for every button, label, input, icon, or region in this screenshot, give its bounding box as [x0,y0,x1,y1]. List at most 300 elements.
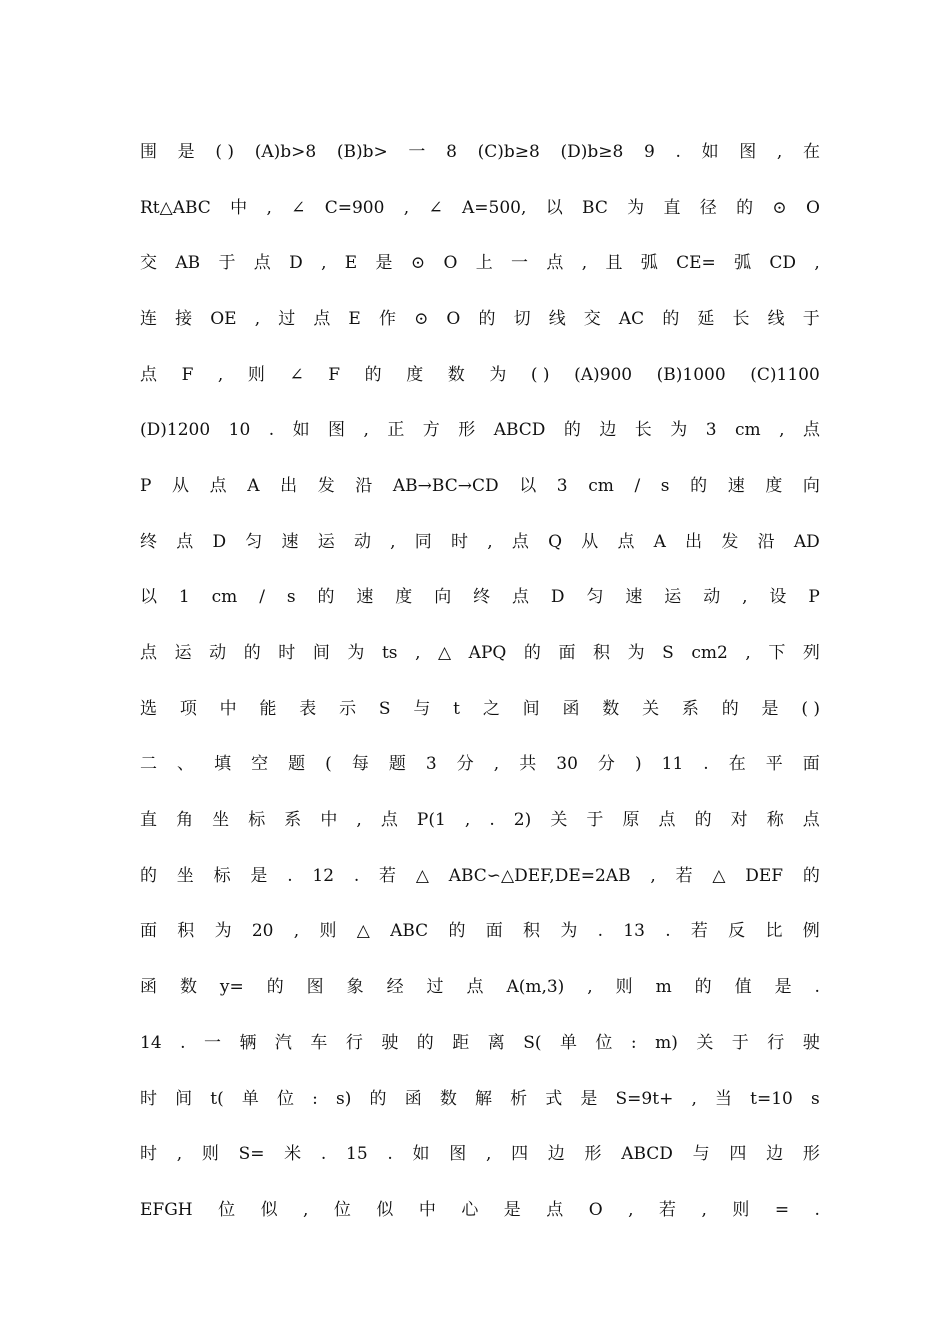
text-segment: 时 [140,1144,157,1165]
text-segment: . [597,921,603,942]
text-segment: 上 [475,253,493,274]
text-segment: 点 [546,253,564,274]
text-segment: P [140,475,152,496]
text-segment: 车 [310,1032,328,1053]
text-segment: 为 [489,364,507,385]
text-segment: 积 [523,921,541,942]
text-segment: , [321,253,327,274]
text-segment: 发 [317,475,335,496]
text-segment: 点 [466,977,484,998]
text-segment: 若 [659,1199,676,1220]
text-segment: (B)1000 [656,364,726,385]
text-segment: 从 [172,475,190,496]
text-segment: , [464,810,471,831]
text-line [140,1126,820,1182]
text-segment: 图 [306,977,324,998]
text-segment: 动 [209,643,227,664]
text-segment: . [703,754,709,775]
text-segment: = [774,1199,790,1220]
text-segment: / [634,475,641,496]
text-segment: 若 [379,865,397,886]
text-segment: ∠ [291,197,306,218]
text-segment: 间 [175,1088,193,1109]
text-segment: △ [356,921,370,942]
text-segment: 反 [728,921,746,942]
text-segment: : [630,1032,637,1053]
text-segment: 为 [670,420,688,441]
text-segment: 运 [174,643,192,664]
text-segment: 是 [774,977,792,998]
text-segment: 象 [346,977,364,998]
text-segment: 运 [664,587,682,608]
text-segment: ABC∽△DEF,DE=2AB [448,865,631,886]
text-segment: 方 [422,420,440,441]
text-segment: 位 [277,1088,295,1109]
text-segment: ∠ [428,197,443,218]
text-segment: , [776,141,783,162]
text-segment: 函 [562,698,580,719]
text-segment: m) [655,1032,678,1053]
document-text-block [140,124,820,1238]
text-segment: D [550,587,565,608]
text-segment: (B)b> [336,141,388,162]
text-segment: 的 [364,364,382,385]
text-segment: S=9t+ [615,1088,674,1109]
text-segment: 形 [458,420,476,441]
text-segment: 辆 [239,1032,257,1053]
text-segment: 与 [692,1144,710,1165]
text-segment: 弧 [734,253,752,274]
text-segment: D [212,531,227,552]
text-segment: 于 [218,253,236,274]
text-segment: C=900 [324,197,385,218]
text-segment: 点 [546,1199,564,1220]
text-segment: 汽 [274,1032,292,1053]
text-segment: 连 [140,308,157,329]
text-segment: CE= [676,253,716,274]
text-segment: 的 [721,698,739,719]
text-segment: 解 [474,1088,492,1109]
text-segment: 点 [511,531,529,552]
text-segment: 的 [448,921,466,942]
text-segment: , [390,531,396,552]
text-segment: 的 [802,865,820,886]
text-segment: 关 [550,810,568,831]
text-segment: P(1 [416,810,446,831]
text-segment: 关 [696,1032,714,1053]
text-segment: F [181,364,194,385]
text-segment: 径 [699,197,717,218]
text-segment: 以 [140,587,157,608]
text-line [140,737,820,793]
text-segment: 与 [413,698,431,719]
text-segment: 则 [201,1144,219,1165]
text-segment: ABCD [621,1144,673,1165]
text-segment: s [660,475,670,496]
text-segment: (A)b>8 [254,141,317,162]
text-segment: . [665,921,671,942]
text-segment: 正 [387,420,405,441]
text-segment: 米 [284,1144,302,1165]
text-segment: 速 [356,587,374,608]
text-segment: , [581,253,588,274]
text-segment: BC [582,197,608,218]
text-segment: cm2 [691,643,728,664]
text-segment: 原 [622,810,640,831]
text-segment: 交 [583,308,601,329]
text-segment: 析 [510,1088,528,1109]
text-segment: 为 [347,643,365,664]
text-segment: 出 [280,475,298,496]
text-line [140,1182,820,1238]
text-segment: 点 [617,531,635,552]
text-segment: 面 [558,643,576,664]
text-segment: 长 [732,308,750,329]
text-segment: CD [769,253,797,274]
text-segment: 度 [765,475,783,496]
text-line [140,570,820,626]
text-segment: y= [219,977,244,998]
text-segment: , [303,1199,309,1220]
text-segment: O [588,1199,603,1220]
text-segment: t=10 [750,1088,793,1109]
text-segment: 位 [595,1032,613,1053]
text-segment: 则 [319,921,337,942]
text-segment: , [587,977,593,998]
text-segment: , [779,420,785,441]
text-segment: 是 [250,865,268,886]
text-segment: , [176,1144,183,1165]
text-segment: EFGH [140,1199,193,1220]
text-segment: 沿 [355,475,373,496]
text-line [140,124,820,180]
text-segment: 例 [802,921,820,942]
text-segment: 似 [260,1199,278,1220]
text-segment: 向 [802,475,820,496]
text-segment: 度 [395,587,413,608]
text-segment: 匀 [245,531,263,552]
text-line [140,1015,820,1071]
text-segment: 点 [176,531,194,552]
text-segment: 分 [597,754,615,775]
text-segment: AD [793,531,820,552]
text-segment: 是 [503,1199,521,1220]
text-segment: OE [210,308,237,329]
text-segment: 围 [140,141,157,162]
text-segment: . [320,1144,327,1165]
text-segment: 行 [767,1032,785,1053]
text-segment: / [259,587,265,608]
text-segment: 标 [213,865,231,886]
text-segment: 设 [769,587,787,608]
text-segment: Q [548,531,563,552]
text-segment: (C)1100 [750,364,820,385]
text-segment: 于 [731,1032,749,1053]
text-segment: 之 [482,698,500,719]
text-segment: , [745,643,751,664]
text-segment: 间 [522,698,540,719]
text-segment: △ [438,643,452,664]
text-segment: 动 [703,587,721,608]
text-segment: 发 [721,531,739,552]
text-segment: 位 [218,1199,236,1220]
text-segment: 一 [511,253,529,274]
text-segment: AB [175,253,201,274]
text-segment: 平 [765,754,783,775]
text-segment: 速 [281,531,299,552]
text-segment: Rt△ABC [140,197,211,218]
text-segment: 速 [727,475,745,496]
text-segment: 延 [697,308,715,329]
text-segment: A(m,3) [506,977,565,998]
text-segment: A [653,531,666,552]
text-segment: 接 [175,308,193,329]
text-segment: 关 [642,698,660,719]
text-segment: 10 [228,420,251,441]
text-segment: 的 [694,810,712,831]
text-segment: 8 [446,141,457,162]
text-segment: 的 [478,308,496,329]
text-segment: 则 [732,1199,750,1220]
text-segment: 的 [736,197,754,218]
text-segment: 时 [140,1088,157,1109]
text-segment: 切 [513,308,531,329]
text-segment: . [387,1144,393,1165]
text-segment: ( ) [530,364,550,385]
text-segment: 四 [729,1144,747,1165]
text-segment: , [742,587,748,608]
text-segment: 形 [584,1144,602,1165]
text-segment: ⊙ [414,308,429,329]
text-segment: 3 [425,754,437,775]
text-segment: 表 [299,698,317,719]
text-segment: 称 [766,810,784,831]
text-segment: 如 [701,141,719,162]
text-segment: 为 [560,921,578,942]
text-segment: . [268,420,275,441]
text-segment: 的 [416,1032,434,1053]
text-segment: 于 [586,810,604,831]
text-segment: 15 [346,1144,368,1165]
text-segment: P [808,587,820,608]
text-segment: D [289,253,303,274]
text-segment: 14 [140,1032,162,1053]
text-segment: E [344,253,358,274]
text-line [140,180,820,236]
text-segment: 函 [404,1088,422,1109]
text-segment: 二 [140,754,157,775]
text-segment: 距 [452,1032,470,1053]
text-segment: 驶 [381,1032,399,1053]
text-segment: 示 [339,698,357,719]
text-segment: . [814,977,820,998]
text-segment: 经 [386,977,404,998]
text-segment: . [180,1032,186,1053]
text-segment: 单 [559,1032,577,1053]
text-segment: 同 [414,531,432,552]
text-segment: 动 [353,531,371,552]
text-segment: 3 [556,475,568,496]
text-segment: 点 [253,253,271,274]
text-segment: t( [210,1088,224,1109]
text-segment: 直 [663,197,681,218]
text-segment: 若 [675,865,693,886]
text-segment: A [247,475,260,496]
text-segment: , [403,197,410,218]
text-segment: : [312,1088,318,1109]
text-segment: 的 [317,587,335,608]
text-segment: 如 [412,1144,430,1165]
text-segment: 如 [292,420,310,441]
text-segment: 点 [380,810,398,831]
text-segment: 角 [176,810,194,831]
text-segment: ABCD [493,420,546,441]
text-segment: 坐 [212,810,230,831]
text-segment: cm [588,475,614,496]
text-segment: 则 [615,977,633,998]
text-segment: △ [415,865,429,886]
text-segment: 式 [545,1088,563,1109]
text-segment: 在 [728,754,746,775]
text-segment: ⊙ [410,253,426,274]
text-segment: 数 [602,698,620,719]
text-segment: 面 [140,921,157,942]
text-segment: 心 [461,1199,479,1220]
text-segment: 9 [643,141,655,162]
text-line [140,959,820,1015]
text-segment: 点 [658,810,676,831]
text-segment: 下 [768,643,786,664]
text-segment: 边 [766,1144,784,1165]
text-segment: , [701,1199,707,1220]
text-segment: 于 [802,308,820,329]
text-segment: 的 [140,865,157,886]
text-segment: . [814,1199,820,1220]
text-segment: 系 [681,698,699,719]
text-segment: 函 [140,977,157,998]
text-line [140,402,820,458]
text-segment: 终 [473,587,491,608]
text-segment: 一 [408,141,426,162]
text-segment: 沿 [757,531,775,552]
text-segment: . [353,865,360,886]
text-segment: t [453,698,460,719]
text-segment: 离 [487,1032,505,1053]
text-segment: , [487,531,493,552]
text-segment: 边 [599,420,617,441]
text-segment: 驶 [802,1032,820,1053]
text-segment: 从 [581,531,599,552]
text-segment: ( [325,754,332,775]
text-segment: 值 [734,977,752,998]
text-segment: 位 [333,1199,351,1220]
text-segment: 坐 [176,865,194,886]
text-segment: . [287,865,293,886]
text-segment: 为 [627,197,645,218]
text-segment: 单 [241,1088,259,1109]
text-segment: 比 [765,921,783,942]
text-segment: 运 [317,531,335,552]
text-segment: 11 [661,754,684,775]
text-segment: (C)b≥8 [477,141,540,162]
text-line [140,514,820,570]
text-segment: 过 [278,308,296,329]
text-segment: m [655,977,672,998]
text-segment: (D)b≥8 [560,141,624,162]
text-segment: 点 [140,643,157,664]
text-segment: 30 [556,754,578,775]
text-segment: AB→BC→CD [392,475,499,496]
text-segment: 点 [313,308,331,329]
text-line [140,625,820,681]
text-segment: 对 [730,810,748,831]
text-line [140,904,820,960]
text-segment: ( ) [801,698,820,719]
text-segment: ( ) [215,141,235,162]
text-segment: S( [523,1032,542,1053]
text-line [140,848,820,904]
text-segment: 以 [545,197,563,218]
text-segment: △ [712,865,726,886]
text-segment: 若 [690,921,708,942]
text-segment: 点 [512,587,530,608]
text-segment: 积 [593,643,611,664]
text-segment: 一 [203,1032,221,1053]
text-segment: 交 [140,253,157,274]
text-segment: 是 [580,1088,598,1109]
text-segment: 以 [519,475,537,496]
text-segment: 共 [519,754,537,775]
text-line [140,235,820,291]
text-segment: 标 [248,810,266,831]
text-segment: 面 [802,754,820,775]
text-segment: 积 [177,921,195,942]
text-segment: cm [211,587,238,608]
text-segment: 间 [312,643,330,664]
text-segment: DEF [745,865,784,886]
text-segment: 图 [449,1144,467,1165]
text-segment: S [378,698,391,719]
text-segment: 分 [456,754,474,775]
text-segment: 、 [177,754,195,775]
text-segment: 向 [434,587,452,608]
text-segment: O [805,197,820,218]
text-line [140,291,820,347]
text-segment: 匀 [586,587,604,608]
text-segment: 长 [634,420,652,441]
text-segment: 1 [178,587,190,608]
text-line [140,458,820,514]
text-segment: 中 [418,1199,436,1220]
text-segment: 线 [767,308,785,329]
text-segment: (A)900 [574,364,633,385]
text-segment: , [217,364,224,385]
text-segment: 行 [345,1032,363,1053]
text-line [140,681,820,737]
text-segment: 过 [426,977,444,998]
text-segment: 数 [447,364,465,385]
text-segment: APQ [468,643,507,664]
text-segment: S= [238,1144,265,1165]
text-segment: 当 [715,1088,733,1109]
text-segment: 为 [214,921,232,942]
text-segment: 点 [209,475,227,496]
text-segment: AC [618,308,645,329]
text-segment: 12 [312,865,335,886]
text-segment: cm [734,420,761,441]
text-segment: 能 [259,698,277,719]
text-segment: 面 [485,921,503,942]
